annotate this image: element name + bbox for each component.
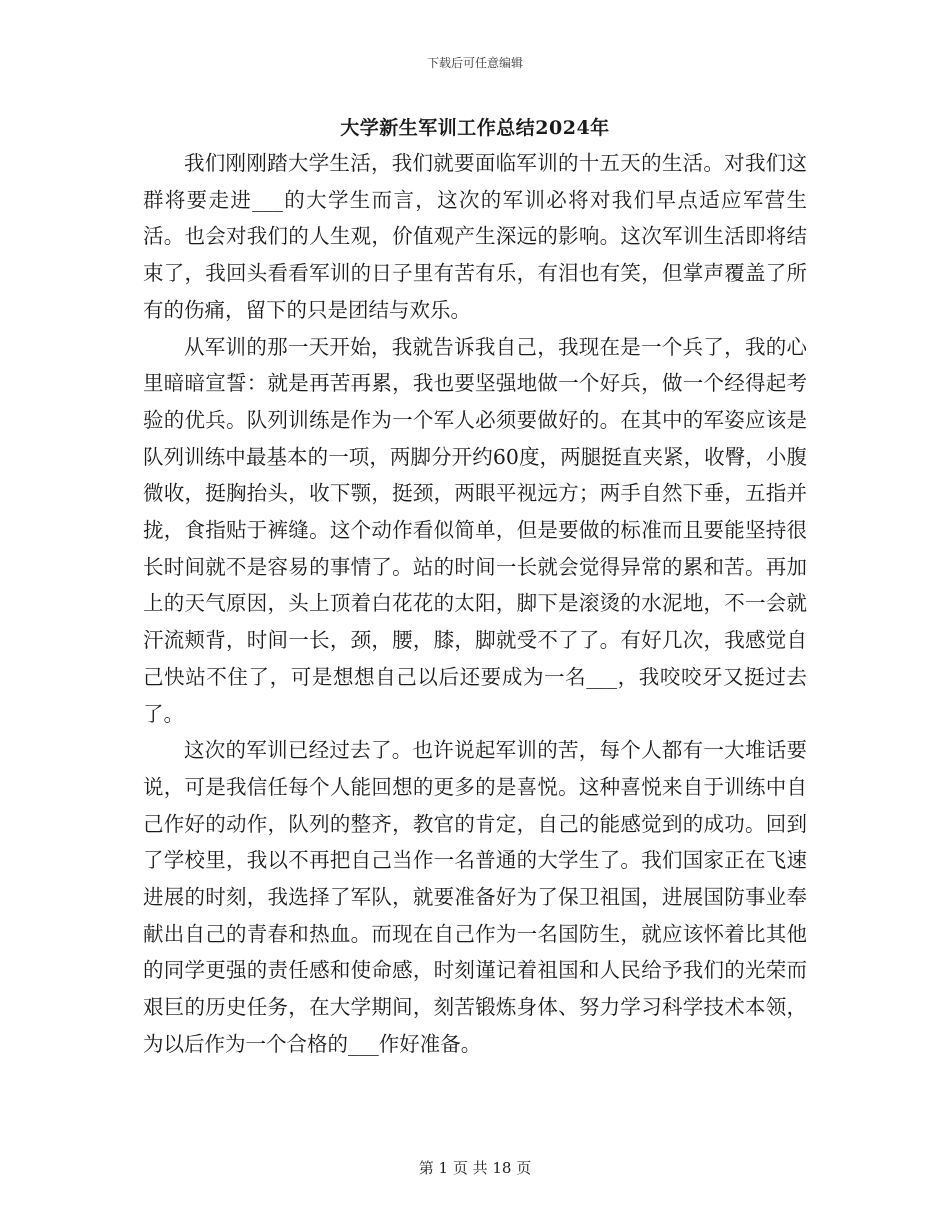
page-number-footer: 第 1 页 共 18 页: [418, 1159, 532, 1177]
paragraph-1: 我们刚刚踏大学生活，我们就要面临军训的十五天的生活。对我们这群将要走进___的大学生而言，这次的军训必将对我们早点适应军营生活。也会对我们的人生观，价值观产生深远的影响。这次军训生活即将结束了，我回头看看军训的日子里有苦有乐，有泪也有笑，但掌声覆盖了所有的伤痛，留下的只是团结与欢乐。: [143, 151, 807, 322]
paragraph-2: 从军训的那一天开始，我就告诉我自己，我现在是一个兵了，我的心里暗暗宣誓：就是再苦再累，我也要坚强地做一个好兵，做一个经得起考验的优兵。队列训练是作为一个军人必须要做好的。在其中的军姿应该是队列训练中最基本的一项，两脚分开约60度，两腿挺直夹紧，收臀，小腹微收，挺胸抬头，收下颚，挺颈，两眼平视远方；两手自然下垂，五指并拢，食指贴于裤缝。这个动作看似简单，但是要做的标准而且要能坚持很长时间就不是容易的事情了。站的时间一长就会觉得异常的累和苦。再加上的天气原因，头上顶着白花花的太阳，脚下是滚烫的水泥地，不一会就汗流颊背，时间一长，颈，腰，膝，脚就受不了了。有好几次，我感觉自己快站不住了，可是想想自己以后还要成为一名___，我咬咬牙又挺过去了。: [143, 334, 807, 726]
paragraph-3: 这次的军训已经过去了。也许说起军训的苦，每个人都有一大堆话要说，可是我信任每个人能回想的更多的是喜悦。这种喜悦来自于训练中自己作好的动作，队列的整齐，教官的肯定，自己的能感觉到的成功。回到了学校里，我以不再把自己当作一名普通的大学生了。我们国家正在飞速进展的时刻，我选择了军队，就要准备好为了保卫祖国，进展国防事业奉献出自己的青春和热血。而现在自己作为一名国防生，就应该怀着比其他的同学更强的责任感和使命感，时刻谨记着祖国和人民给予我们的光荣而艰巨的历史任务，在大学期间，刻苦锻炼身体、努力学习科学技术本领，为以后作为一个合格的___作好准备。: [143, 738, 807, 1056]
document-body: [143, 145, 807, 1063]
header-note: 下载后可任意编辑: [426, 56, 523, 70]
document-title: 大学新生军训工作总结2024年: [340, 117, 610, 139]
